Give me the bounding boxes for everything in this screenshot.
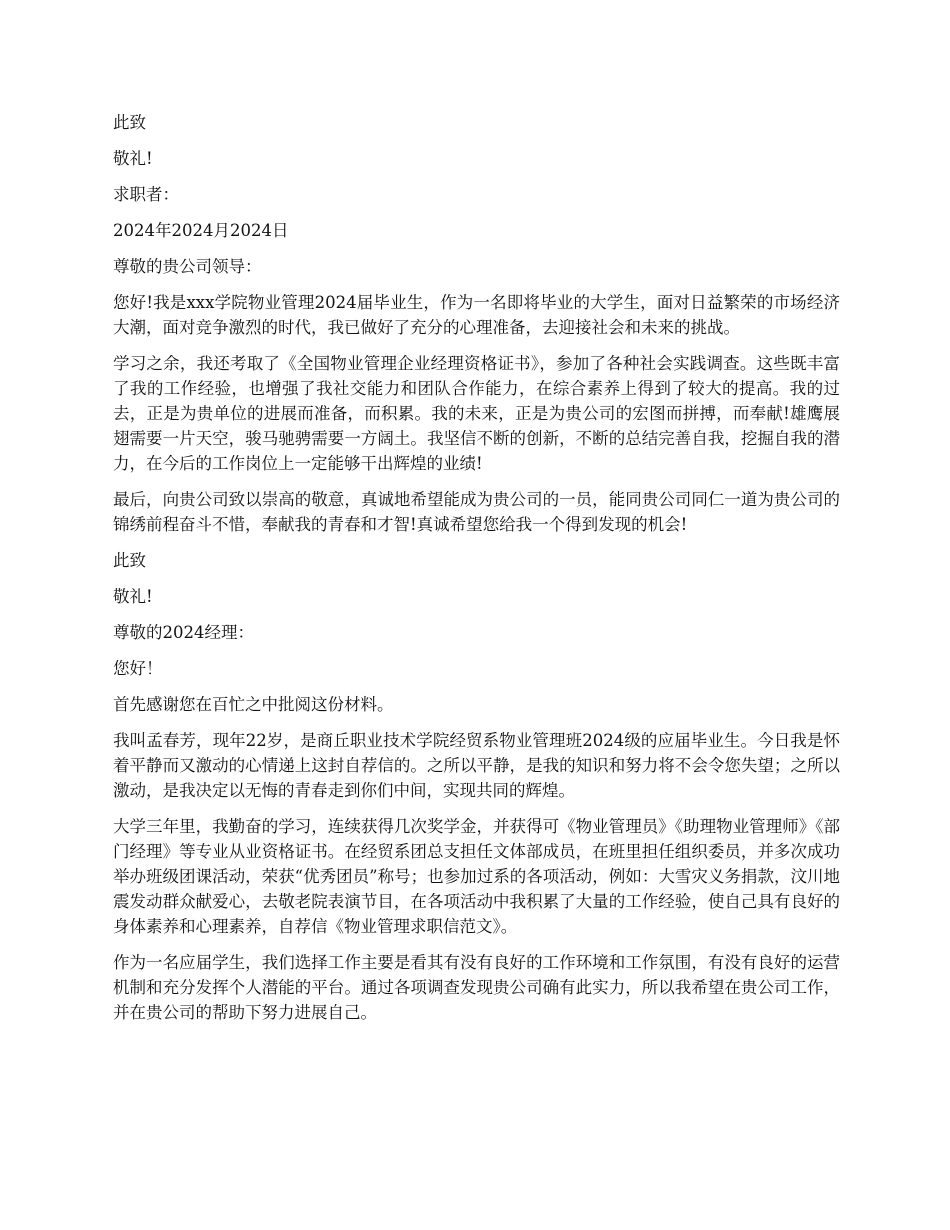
body-paragraph: 您好!我是xxx学院物业管理2024届毕业生，作为一名即将毕业的大学生，面对日益繁荣的市场经济大潮，面对竞争激烈的时代，我已做好了充分的心理准备，去迎接社会和未来的挑战。 bbox=[113, 293, 840, 337]
body-paragraph: 我叫孟春芳，现年22岁，是商丘职业技术学院经贸系物业管理班2024级的应届毕业生。今日我是怀着平静而又激动的心情递上这封自荐信的。之所以平静，是我的知识和努力将不会令您失望；之所以激动，是我决定以无悔的青春走到你们中间，实现共同的辉煌。 bbox=[113, 731, 840, 800]
applicant-signature-label: 求职者： bbox=[113, 185, 179, 204]
closing-salutation: 此致 bbox=[113, 113, 146, 132]
closing-regards: 敬礼! bbox=[113, 587, 153, 606]
body-paragraph: 大学三年里，我勤奋的学习，连续获得几次奖学金，并获得可《物业管理员》《助理物业管理师》《部门经理》等专业从业资格证书。在经贸系团总支担任文体部成员，在班里担任组织委员，并多次成功举办班级团课活动，荣获“优秀团员”称号；也参加过系的各项活动，例如：大雪灾义务捐款，汶川地震发动群众献爱心，去敬老院表演节目，在各项活动中我积累了大量的工作经验，使自己具有良好的身体素养和心理素养，自荐信《物业管理求职信范文》。 bbox=[113, 817, 840, 936]
body-paragraph: 作为一名应届学生，我们选择工作主要是看其有没有良好的工作环境和工作氛围，有没有良好的运营机制和充分发挥个人潜能的平台。通过各项调查发现贵公司确有此实力，所以我希望在贵公司工作，并在贵公司的帮助下努力进展自己。 bbox=[113, 953, 840, 1022]
letter-date: 2024年2024月2024日 bbox=[113, 221, 289, 240]
letter-greeting: 尊敬的贵公司领导： bbox=[113, 257, 262, 276]
opening-hello: 您好！ bbox=[113, 659, 163, 678]
closing-salutation: 此致 bbox=[113, 551, 146, 570]
body-paragraph: 首先感谢您在百忙之中批阅这份材料。 bbox=[113, 695, 394, 714]
body-paragraph: 学习之余，我还考取了《全国物业管理企业经理资格证书》，参加了各种社会实践调查。这些既丰富了我的工作经验，也增强了我社交能力和团队合作能力，在综合素养上得到了较大的提高。我的过去，正是为贵单位的进展而准备，而积累。我的未来，正是为贵公司的宏图而拼搏，而奉献!雄鹰展翅需要一片天空，骏马驰骋需要一方阔土。我坚信不断的创新，不断的总结完善自我，挖掘自我的潜力，在今后的工作岗位上一定能够干出辉煌的业绩! bbox=[113, 354, 840, 473]
body-paragraph: 最后，向贵公司致以崇高的敬意，真诚地希望能成为贵公司的一员，能同贵公司同仁一道为贵公司的锦绣前程奋斗不惜，奉献我的青春和才智!真诚希望您给我一个得到发现的机会! bbox=[113, 490, 840, 534]
closing-regards: 敬礼! bbox=[113, 149, 153, 168]
letter-greeting: 尊敬的2024经理： bbox=[113, 623, 254, 642]
